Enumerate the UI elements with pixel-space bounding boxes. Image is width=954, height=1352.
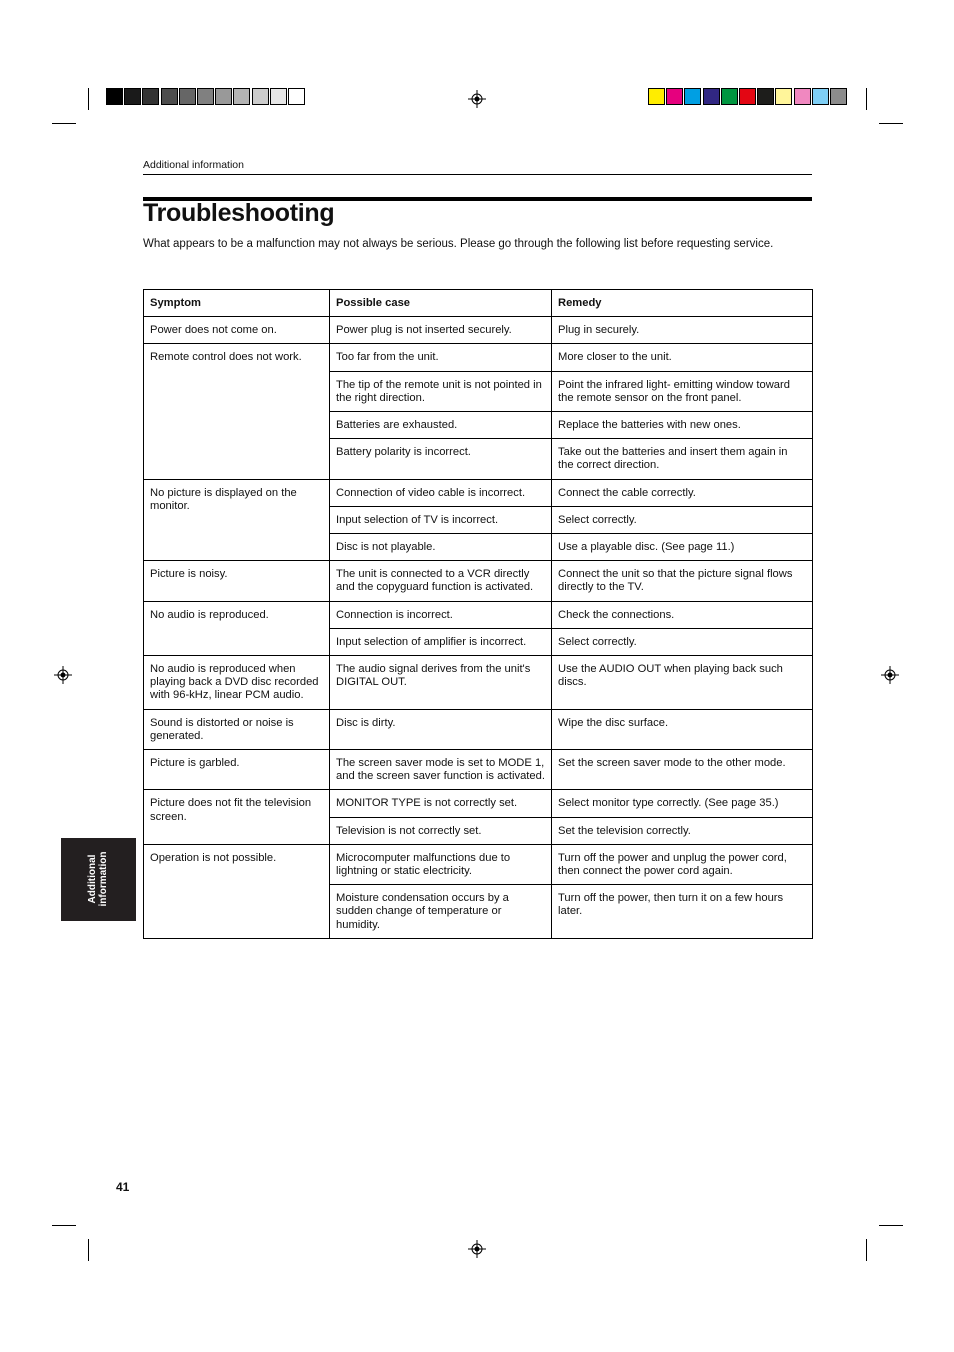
gray-swatch <box>124 88 141 105</box>
remedy-cell: Turn off the power and unplug the power cord, then connect the power cord again. <box>552 844 813 884</box>
gray-swatch <box>252 88 269 105</box>
remedy-cell: Connect the unit so that the picture signal flows directly to the TV. <box>552 561 813 601</box>
color-swatch <box>812 88 829 105</box>
symptom-cell: Remote control does not work. <box>144 344 330 479</box>
possible-case-cell: Input selection of amplifier is incorrect. <box>330 628 552 655</box>
table-body <box>144 317 813 939</box>
color-swatch <box>830 88 847 105</box>
table-row <box>144 479 813 506</box>
gray-swatch <box>288 88 305 105</box>
possible-case-cell: The audio signal derives from the unit's DIGITAL OUT. <box>330 656 552 710</box>
color-swatch <box>721 88 738 105</box>
column-header-remedy: Remedy <box>552 290 813 317</box>
possible-case-cell: Input selection of TV is incorrect. <box>330 506 552 533</box>
table-row <box>144 561 813 601</box>
gray-swatch <box>179 88 196 105</box>
remedy-cell: Use a playable disc. (See page 11.) <box>552 534 813 561</box>
column-header-symptom: Symptom <box>144 290 330 317</box>
symptom-cell: Operation is not possible. <box>144 844 330 938</box>
table-row <box>144 344 813 371</box>
color-swatch <box>648 88 665 105</box>
intro-paragraph: What appears to be a malfunction may not always be serious. Please go through the following list before requesting service. <box>143 238 774 250</box>
crop-mark-tr-v <box>866 88 867 110</box>
color-swatch <box>757 88 774 105</box>
registration-mark-icon <box>54 666 72 684</box>
registration-mark-icon <box>468 90 486 108</box>
remedy-cell: More closer to the unit. <box>552 344 813 371</box>
possible-case-cell: The unit is connected to a VCR directly and the copyguard function is activated. <box>330 561 552 601</box>
possible-case-cell: Moisture condensation occurs by a sudden change of temperature or humidity. <box>330 885 552 939</box>
gray-swatch <box>106 88 123 105</box>
possible-case-cell: Disc is dirty. <box>330 709 552 749</box>
color-swatch <box>775 88 792 105</box>
table-row <box>144 790 813 817</box>
symptom-cell: Power does not come on. <box>144 317 330 344</box>
remedy-cell: Take out the batteries and insert them again in the correct direction. <box>552 439 813 479</box>
color-swatch <box>684 88 701 105</box>
section-side-tab <box>61 838 136 921</box>
troubleshooting-table <box>143 289 813 939</box>
color-swatch <box>666 88 683 105</box>
color-swatch <box>739 88 756 105</box>
remedy-cell: Replace the batteries with new ones. <box>552 412 813 439</box>
possible-case-cell: Power plug is not inserted securely. <box>330 317 552 344</box>
symptom-cell: Picture is noisy. <box>144 561 330 601</box>
color-swatch <box>794 88 811 105</box>
remedy-cell: Set the television correctly. <box>552 817 813 844</box>
table-row <box>144 317 813 344</box>
section-header: Additional information <box>143 159 244 171</box>
gray-swatch <box>270 88 287 105</box>
possible-case-cell: Connection of video cable is incorrect. <box>330 479 552 506</box>
crop-mark-tl-v <box>88 88 89 110</box>
crop-mark-bl-v <box>88 1239 89 1261</box>
symptom-cell: No picture is displayed on the monitor. <box>144 479 330 561</box>
table-row <box>144 601 813 628</box>
color-swatch <box>703 88 720 105</box>
possible-case-cell: The tip of the remote unit is not pointed in the right direction. <box>330 371 552 411</box>
remedy-cell: Plug in securely. <box>552 317 813 344</box>
table-row <box>144 750 813 790</box>
side-tab-line: Additional <box>87 854 98 904</box>
registration-mark-icon <box>881 666 899 684</box>
gray-swatch <box>197 88 214 105</box>
page-title: Troubleshooting <box>143 199 335 227</box>
side-tab-label <box>87 852 109 907</box>
crop-mark-tl-h <box>52 123 76 124</box>
possible-case-cell: Battery polarity is incorrect. <box>330 439 552 479</box>
possible-case-cell: Television is not correctly set. <box>330 817 552 844</box>
symptom-cell: Picture does not fit the television screen. <box>144 790 330 844</box>
possible-case-cell: Batteries are exhausted. <box>330 412 552 439</box>
symptom-cell: Sound is distorted or noise is generated. <box>144 709 330 749</box>
table-row <box>144 844 813 884</box>
registration-mark-icon <box>468 1240 486 1258</box>
symptom-cell: No audio is reproduced. <box>144 601 330 655</box>
header-rule <box>143 174 812 175</box>
table-header-row <box>144 290 813 317</box>
crop-mark-br-v <box>866 1239 867 1261</box>
remedy-cell: Turn off the power, then turn it on a few hours later. <box>552 885 813 939</box>
gray-swatch <box>142 88 159 105</box>
gray-swatch <box>215 88 232 105</box>
symptom-cell: No audio is reproduced when playing back a DVD disc recorded with 96-kHz, linear PCM audio. <box>144 656 330 710</box>
page-number: 41 <box>116 1180 130 1194</box>
possible-case-cell: MONITOR TYPE is not correctly set. <box>330 790 552 817</box>
possible-case-cell: Microcomputer malfunctions due to lightning or static electricity. <box>330 844 552 884</box>
remedy-cell: Select correctly. <box>552 506 813 533</box>
gray-swatch <box>233 88 250 105</box>
remedy-cell: Use the AUDIO OUT when playing back such discs. <box>552 656 813 710</box>
remedy-cell: Set the screen saver mode to the other mode. <box>552 750 813 790</box>
possible-case-cell: The screen saver mode is set to MODE 1, and the screen saver function is activated. <box>330 750 552 790</box>
remedy-cell: Wipe the disc surface. <box>552 709 813 749</box>
remedy-cell: Check the connections. <box>552 601 813 628</box>
possible-case-cell: Disc is not playable. <box>330 534 552 561</box>
side-tab-line: information <box>98 851 109 907</box>
gray-swatch <box>161 88 178 105</box>
remedy-cell: Connect the cable correctly. <box>552 479 813 506</box>
column-header-possible-case: Possible case <box>330 290 552 317</box>
remedy-cell: Select correctly. <box>552 628 813 655</box>
crop-mark-br-h <box>879 1225 903 1226</box>
possible-case-cell: Too far from the unit. <box>330 344 552 371</box>
remedy-cell: Select monitor type correctly. (See page 35.) <box>552 790 813 817</box>
crop-mark-tr-h <box>879 123 903 124</box>
possible-case-cell: Connection is incorrect. <box>330 601 552 628</box>
table-row <box>144 709 813 749</box>
remedy-cell: Point the infrared light- emitting window toward the remote sensor on the front panel. <box>552 371 813 411</box>
symptom-cell: Picture is garbled. <box>144 750 330 790</box>
table-row <box>144 656 813 710</box>
crop-mark-bl-h <box>52 1225 76 1226</box>
